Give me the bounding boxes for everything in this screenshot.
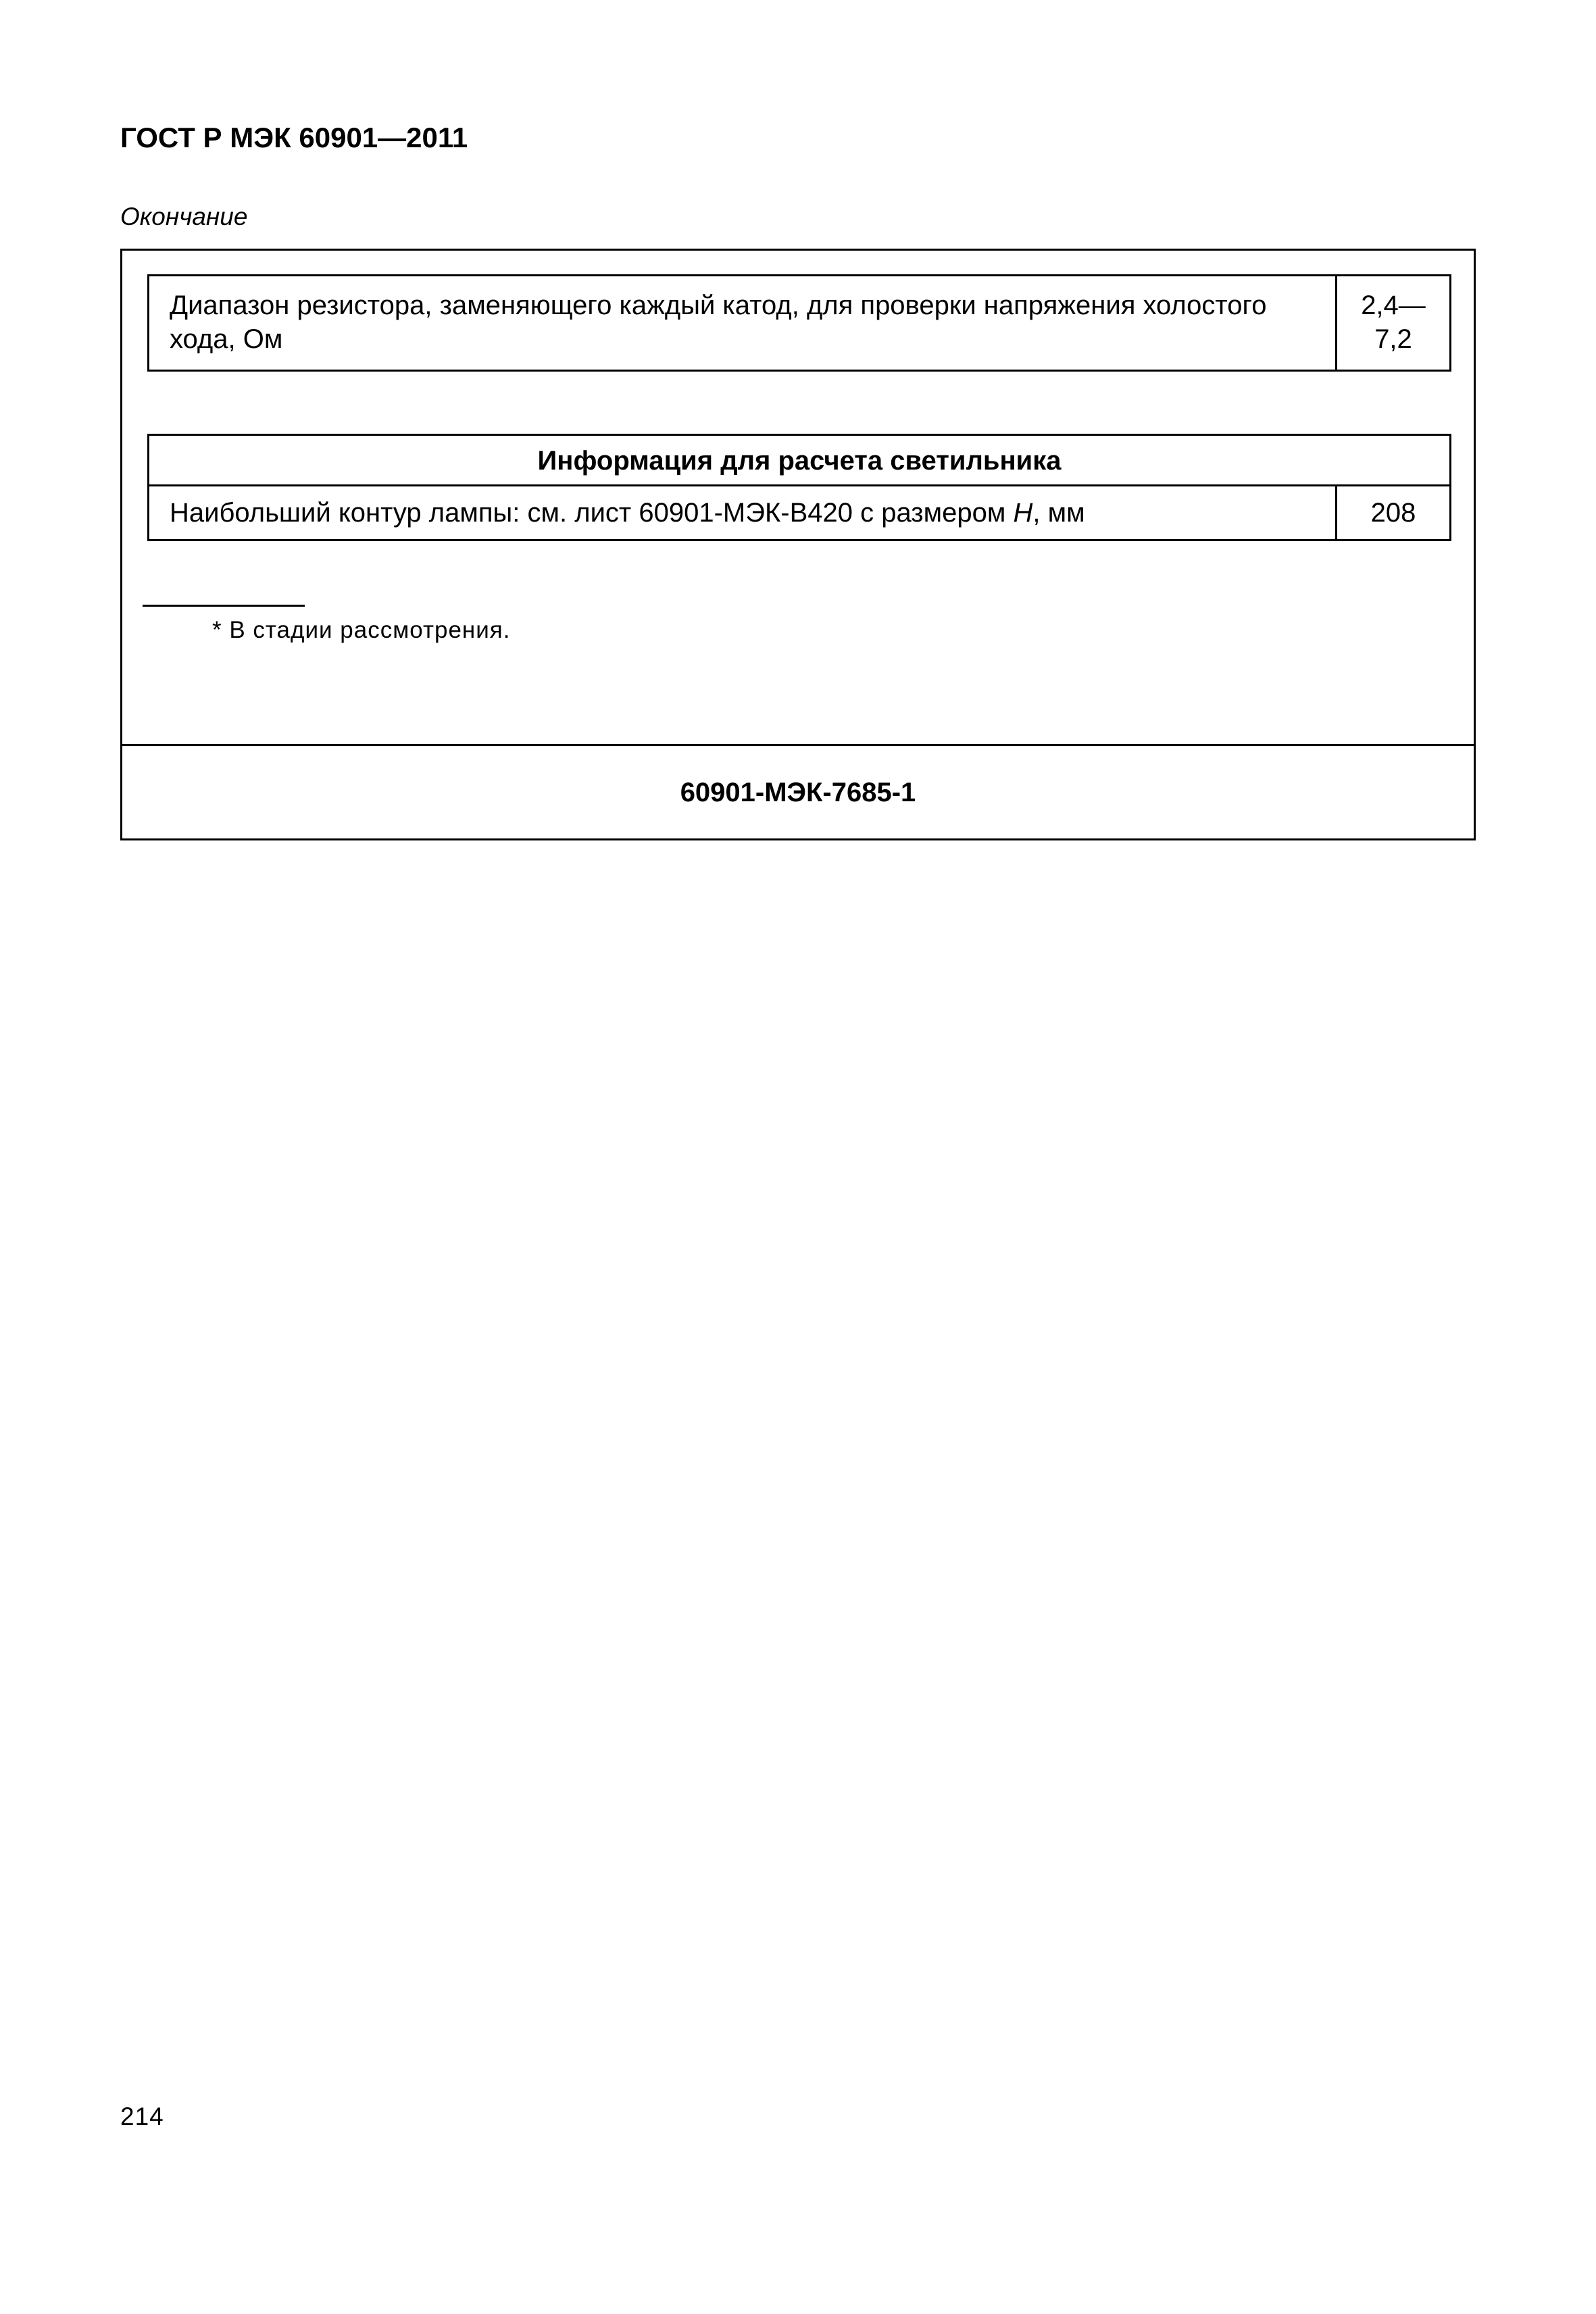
resistor-range-label: Диапазон резистора, заменяющего каждый катод, для проверки напряжения холостого хода, Ом xyxy=(149,276,1337,371)
footnote-rule xyxy=(143,605,305,607)
page-number: 214 xyxy=(120,2103,164,2130)
table-row xyxy=(149,276,1451,371)
footnote: * В стадии рассмотрения. xyxy=(212,617,511,643)
continuation-label: Окончание xyxy=(120,203,248,230)
resistor-table xyxy=(147,274,1451,372)
max-lamp-outline-value: 208 xyxy=(1337,486,1451,540)
max-lamp-outline-text: Наибольший контур лампы: см. лист 60901-МЭК-В420 с размером xyxy=(170,498,1014,528)
resistor-range-value xyxy=(1337,276,1451,371)
sheet-code: 60901-МЭК-7685-1 xyxy=(680,778,916,807)
resistor-range-max: 7,2 xyxy=(1374,324,1412,354)
luminaire-info-table xyxy=(147,434,1451,541)
luminaire-info-heading: Информация для расчета светильника xyxy=(149,435,1451,486)
resistor-range-min: 2,4— xyxy=(1361,291,1426,320)
dimension-symbol: H xyxy=(1013,498,1033,528)
document-header: ГОСТ Р МЭК 60901—2011 xyxy=(120,122,468,153)
sheet-frame xyxy=(120,249,1476,840)
table-header-row xyxy=(149,435,1451,486)
max-lamp-outline-label xyxy=(149,486,1337,540)
table-row xyxy=(149,486,1451,540)
frame-divider xyxy=(122,744,1474,746)
unit-text: , мм xyxy=(1032,498,1085,528)
